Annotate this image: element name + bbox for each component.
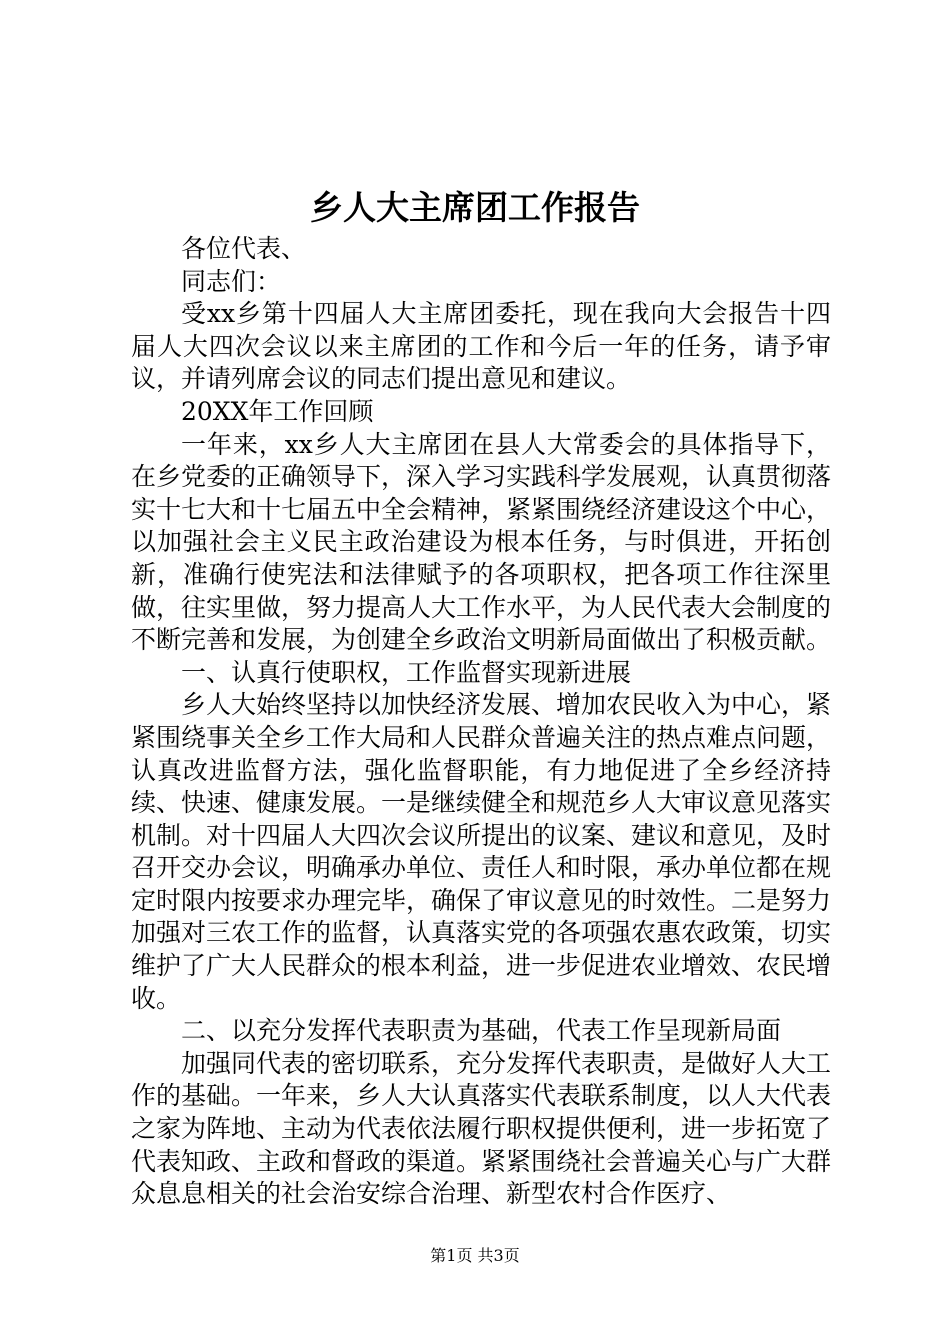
document-body <box>131 233 831 1211</box>
page-footer: 第1页 共3页 <box>430 1246 520 1265</box>
section-heading-review: 20XX年工作回顾 <box>181 396 374 426</box>
intro-paragraph: 受xx乡第十四届人大主席团委托，现在我向大会报告十四届人大四次会议以来主席团的工作和今后一年的任务，请予审议，并请列席会议的同志们提出意见和建议。 <box>131 299 831 394</box>
review-paragraph: 一年来，xx乡人大主席团在县人大常委会的具体指导下，在乡党委的正确领导下，深入学习实践科学发展观，认真贯彻落实十七大和十七届五中全会精神，紧紧围绕经济建设这个中心，以加强社会主义民主政治建设为根本任务，与时俱进，开拓创新，准确行使宪法和法律赋予的各项职权，把各项工作往深里做，往实里做，努力提高人大工作水平，为人民代表大会制度的不断完善和发展，为创建全乡政治文明新局面做出了积极贡献。 <box>131 429 832 655</box>
salutation-2: 同志们： <box>181 266 282 296</box>
section-heading-2: 二、以充分发挥代表职责为基础，代表工作呈现新局面 <box>181 1016 782 1046</box>
section-heading-1: 一、认真行使职权，工作监督实现新进展 <box>181 657 632 687</box>
salutation-1: 各位代表、 <box>181 234 307 263</box>
section-2-paragraph: 加强同代表的密切联系，充分发挥代表职责，是做好人大工作的基础。一年来，乡人大认真落实代表联系制度，以人大代表之家为阵地、主动为代表依法履行职权提供便利，进一步拓宽了代表知政、主政和督政的渠道。紧紧围绕社会普遍关心与广大群众息息相关的社会治安综合治理、新型农村合作医疗、 <box>131 1048 832 1209</box>
section-1-paragraph: 乡人大始终坚持以加快经济发展、增加农民收入为中心，紧紧围绕事关全乡工作大局和人民群众普遍关注的热点难点问题，认真改进监督方法，强化监督职能，有力地促进了全乡经济持续、快速、健康发展。一是继续健全和规范乡人大审议意见落实机制。对十四届人大四次会议所提出的议案、建议和意见，及时召开交办会议，明确承办单位、责任人和时限，承办单位都在规定时限内按要求办理完毕，确保了审议意见的时效性。二是努力加强对三农工作的监督，认真落实党的各项强农惠农政策，切实维护了广大人民群众的根本利益，进一步促进农业增效、农民增收。 <box>131 690 832 1013</box>
document-title: 乡人大主席团工作报告 <box>310 188 640 227</box>
